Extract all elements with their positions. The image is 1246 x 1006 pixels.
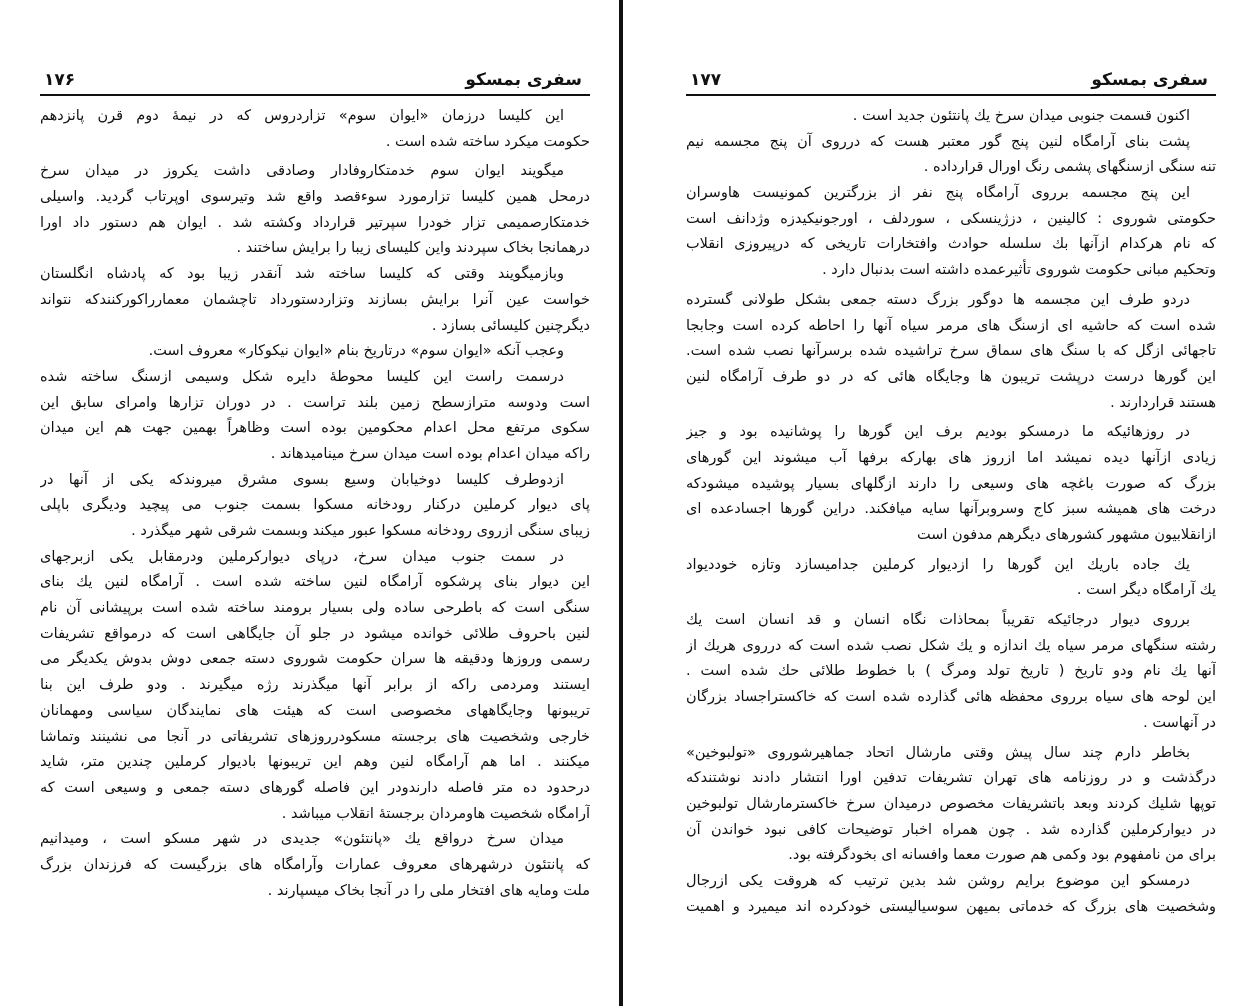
text-line: توپها شلیك کردند وبعد باتشریفات مخصوص درمیدان سرخ خاکسترمارشال تولبوخین: [686, 795, 1216, 812]
text-line: خدمتکارصمیمی تزار خودرا سپرتیر قرارداد وکشته شد . ایوان هم دستور داد اورا: [40, 214, 590, 231]
text-line: درمحل همین کلیسا تزارمورد سوءقصد واقع شد وتیرسوی اوپرتاب گردید. واسیلی: [40, 189, 590, 206]
text-line: تاجهائی ازگل که با سنگ های سماق سرخ تراشیده شده برسرآنها نصب شده است.: [686, 343, 1216, 360]
text-line: این دیوار بنای پرشکوه آرامگاه لنین ساخته شده است . آرامگاه لنین یك بنای: [40, 574, 590, 591]
text-line: برای من نامفهوم بود وکمی هم صورت معما وافسانه ای بخودگرفته بود.: [788, 847, 1216, 864]
page-number: ۱۷۶: [44, 70, 76, 90]
right-page: [626, 0, 1246, 1006]
text-line: رسمی وروزها ودقیقه ها سران حکومت شوروی دسته جمعی دوش بدوش یکدیگر می: [40, 651, 590, 668]
text-line: یك آرامگاه دیگر است .: [1076, 582, 1216, 599]
text-line: حکومتی شوروی : کالینین ، دزژینسکی ، سوردلف ، اورجونیکیدزه وژدانف است: [686, 210, 1216, 227]
text-line: در روزهائیکه ما درمسکو بودیم برف این گورها را پوشانیده بود و جیز: [686, 424, 1190, 441]
text-line: این لوحه های سیاه برروی محفظه هائی گذارده شده است که خاکستراجساد بزرگان: [686, 689, 1216, 706]
text-line: آنها یك نام ودو تاریخ ( تاریخ تولد ومرگ ) با خطوط طلائی حك شده است .: [686, 663, 1216, 680]
text-line: در سمت جنوب میدان سرخ، درپای دیوارکرملین ودرمقابل یکی ازبرجهای: [40, 548, 564, 565]
text-line: درهمانجا بخاک سپردند واین کلیسای زیبا را برایش ساختند .: [236, 240, 590, 257]
text-line: بخاطر دارم چند سال پیش وقتی مارشال اتحاد جماهیرشوروی «تولبوخین»: [686, 744, 1190, 761]
text-line: پای دیوار کرملین درکنار رودخانه مسکوا بسمت جنوب می پیچید ودیگری باپلی: [40, 497, 590, 514]
text-line: سکوی مرتفع محل اعدام محکومین بوده است وظاهراً بهمین جهت هم این میدان: [40, 420, 590, 437]
text-line: راکه میدان اعدام بوده است میدان سرخ مینامیدهاند .: [270, 445, 590, 462]
text-line: درگذشت و در روزنامه های تهران تشریفات تدفین اورا انتشار دادند نوشتندکه: [686, 770, 1216, 787]
text-line: خارجی وشخصیت های برجسته مسکودرروزهای تشریفاتی در آنجا می نشینند وتماشا: [40, 728, 590, 745]
text-line: دردو طرف این مجسمه ها دوگور بزرگ دسته جمعی بشکل طولانی گسترده: [686, 291, 1190, 308]
text-line: ازدوطرف کلیسا دوخیابان وسیع بسوی مشرق میروندکه یکی از آنها در: [40, 471, 564, 488]
running-title: سفری بمسکو: [1091, 70, 1208, 90]
text-line: یك جاده باریك این گورها را ازدیوار کرملین جدامیسازد وتازه خوددیواد: [686, 556, 1190, 573]
text-line: هستند قراردارند .: [1110, 394, 1216, 411]
text-line: شده است که حاشیه ای ازسنگ های مرمر سیاه آنها را احاطه کرده است وجابجا: [686, 317, 1216, 334]
text-line: وشخصیت های بزرگ که خدماتی بمیهن سوسیالیستی خودکرده اند میمیرد و اهمیت: [686, 898, 1216, 915]
text-line: بزرگ که صورت باغچه های وسیعی را دارند ازگلهای بسیار پوشیده میشودکه: [686, 475, 1216, 492]
text-line: میگویند ایوان سوم خدمتکاروفادار وصادقی داشت یکروز در میدان سرخ: [40, 163, 564, 180]
text-line: تنه سنگی ازسنگهای پشمی رنگ اورال قرارداده .: [923, 159, 1216, 176]
text-line: درسمت راست این کلیسا محوطهٔ دایره شکل وسیمی ازسنگ ساخته شده: [40, 368, 564, 385]
text-line: درحدود ده متر فاصله دارندودر این فاصله گورهای دسته جمعی و وسیعی است که: [40, 779, 590, 796]
text-line: لنین باحروف طلائی خوانده میشود در جلو آن جایگاهی است که درمواقع تشریفات: [40, 625, 590, 642]
text-line: که پانتئون درشهرهای معروف عمارات وآرامگاه های بزرگیست که فرزندان بزرگ: [40, 856, 590, 873]
text-line: این گورها درست درپشت تریبون ها وجایگاه هائی که در دو طرف آرامگاه لنین: [686, 368, 1216, 385]
text-line: زیبای سنگی ازروی رودخانه مسکوا عبور میکند وبسمت شرقی شهر میگذرد .: [131, 523, 590, 539]
text-line: آرامگاه شخصیت هاومردان برجستهٔ انقلاب میباشد .: [281, 805, 590, 822]
page-header: [40, 64, 590, 94]
text-line: برروی دیوار درجائیکه تقریباً بمحاذات نگاه انسان و قد انسان است یك: [686, 612, 1190, 629]
text-line: زیادی ازآنها دیده نمیشد اما ازروز های بهارکه برفها آب میشوند این گورهای: [686, 449, 1216, 466]
text-line: میکنند . اما هم آرامگاه لنین وهم این تریبونها باديوار کرملين چندين متر، شايد: [40, 754, 590, 771]
text-line: این پنج مجسمه برروی آرامگاه پنج نفر از بزرگترین کمونیست هاوسران: [686, 185, 1190, 202]
text-line: وبازمیگویند وقتی که کلیسا ساخته شد آنقدر زیبا بود که پادشاه انگلستان: [40, 266, 564, 283]
text-line: درمسکو این موضوع برایم روشن شد بدین ترتیب که هروقت یکی ازرجال: [686, 872, 1190, 889]
page-number: ۱۷۷: [690, 70, 722, 90]
text-line: که نام هرکدام ازآنها بك سلسله حوادث وافتخارات تاریخی که درپیروزی انقلاب: [686, 236, 1216, 253]
text-line: حکومت میکرد ساخته شده است .: [385, 133, 590, 150]
text-line: رشته سنگهای مرمر سیاه یك اندازه و یك شکل نصب شده است که درروی هریك از: [686, 637, 1216, 654]
text-line: میدان سرخ درواقع یك «پانتئون» جدیدی در شهر مسکو است ، ومیدانیم: [40, 831, 564, 848]
text-line: سنگی است که باطرحی ساده ولی بسیار برومند ساخته شده است برپیشانی آن نام: [40, 600, 590, 617]
text-line: خواست عین آنرا برایش بسازند وتزاردستورداد تاچشمان معمارراکورکنندکه نتواند: [40, 291, 590, 308]
text-line: تریبونها وجایگاههای مخصوصی است که هیئت های نمایندگان سیاسی ومهمانان: [40, 702, 590, 719]
text-line: ایستند ومردمی راکه از برابر آنها میگذرند رژه میگیرند . ودو طرف این بنا: [40, 677, 590, 694]
body-text: [686, 104, 1216, 920]
text-line: درخت های همیشه سبز کاج وسروبرآنها سایه میافکند. دراین گورها اجسادعده ای: [686, 501, 1216, 518]
text-line: این کلیسا درزمان «ایوان سوم» تزاردروس که در نیمهٔ دوم قرن پانزدهم: [40, 108, 564, 124]
text-line: پشت بنای آرامگاه لنین پنج گور معتبر هست که درروی آن پنج مجسمه نیم: [686, 133, 1190, 150]
left-page: [0, 0, 620, 1006]
header-rule: [686, 94, 1216, 96]
body-text: [40, 104, 590, 904]
text-line: ازانقلابیون مشهور کشورهای دیگرهم مدفون است: [917, 527, 1216, 543]
text-line: دیگرچنین کلیسائی بسازد .: [431, 317, 590, 334]
book-spine: [619, 0, 623, 1006]
page-header: [686, 64, 1216, 94]
text-line: در دیوارکرملین گذارده شد . چون همراه اخبار توضیحات کافی نبود خواندن آن: [686, 821, 1216, 838]
text-line: ملت ومایه های افتخار ملی را در آنجا بخاک میسپارند .: [267, 882, 590, 899]
running-title: سفری بمسکو: [465, 70, 582, 90]
header-rule: [40, 94, 590, 96]
text-line: وتحکیم مبانی حکومت شوروی تأثیرعمده داشته است بدنبال دارد .: [822, 262, 1216, 279]
text-line: وعجب آنکه «ایوان سوم» درتاریخ بنام «ایوان نیکوکار» معروف است.: [148, 343, 564, 360]
text-line: در آنهاست .: [1143, 714, 1216, 731]
text-line: است ودوسه مترازسطح زمین بلند تراست . در دوران تزارها وامرای سابق این: [40, 394, 590, 411]
text-line: اکنون قسمت جنوبی میدان سرخ یك پانتئون جدید است .: [852, 108, 1190, 124]
